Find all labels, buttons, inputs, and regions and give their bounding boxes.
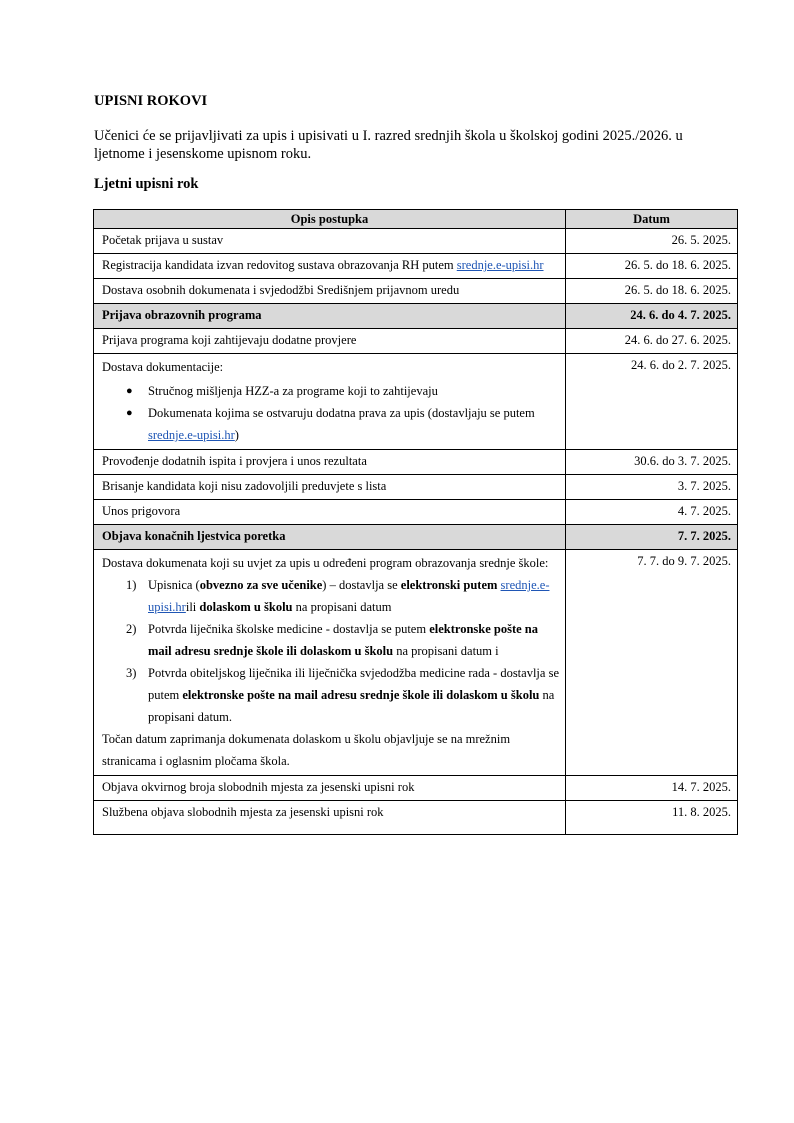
text-bold: elektronski putem <box>400 578 498 592</box>
row-date: 24. 6. do 2. 7. 2025. <box>566 354 738 450</box>
row-description: Početak prijava u sustav <box>94 229 566 254</box>
table-row <box>94 801 738 835</box>
row-text: Dostava dokumenata koji su uvjet za upis u određeni program obrazovanja srednje škole: <box>102 556 549 570</box>
bullet-icon: ● <box>126 407 133 419</box>
row-text: Registracija kandidata izvan redovitog sustava obrazovanja RH putem <box>102 258 457 272</box>
row-date: 4. 7. 2025. <box>566 500 738 525</box>
row-date: 26. 5. 2025. <box>566 229 738 254</box>
header-description: Opis postupka <box>94 210 566 229</box>
row-date: 3. 7. 2025. <box>566 475 738 500</box>
table-header-row <box>94 210 738 229</box>
intro-paragraph: Učenici će se prijavljivati za upis i upisivati u I. razred srednjih škola u školskoj godini 2025./2026. u ljetnome i jesenskome upisnom roku. <box>94 128 683 162</box>
text-bold: elektronske pošte na mail adresu srednje škole ili dolaskom u školu <box>182 688 540 702</box>
row-description: Službena objava slobodnih mjesta za jesenski upisni rok <box>94 801 566 835</box>
e-upisi-link[interactable]: srednje.e-upisi.hr <box>148 578 550 614</box>
row-note: Točan datum zaprimanja dokumenata dolaskom u školu objavljuje se na mrežnim stranicama i oglasnim pločama škola. <box>102 732 511 768</box>
row-description: Prijava obrazovnih programa <box>94 304 566 329</box>
text-segment: na propisani datum. <box>148 688 555 724</box>
list-number: 3) <box>126 666 137 680</box>
table-row-highlight <box>94 525 738 550</box>
list-number: 1) <box>126 578 137 592</box>
table-row <box>94 500 738 525</box>
row-text: Dostava dokumentacije: <box>102 360 224 374</box>
table-row <box>94 776 738 801</box>
text-bold: obvezno za sve učenike <box>199 578 323 592</box>
text-segment: Upisnica ( <box>148 578 200 592</box>
schedule-table <box>93 209 738 835</box>
row-description: Dostava osobnih dokumenata i svjedodžbi Središnjem prijavnom uredu <box>94 279 566 304</box>
header-date: Datum <box>566 210 738 229</box>
row-description: Provođenje dodatnih ispita i provjera i unos rezultata <box>94 450 566 475</box>
list-item <box>102 380 559 402</box>
row-description: Objava okvirnog broja slobodnih mjesta za jesenski upisni rok <box>94 776 566 801</box>
table-row <box>94 354 738 450</box>
text-segment: na propisani datum i <box>393 644 499 658</box>
row-date: 26. 5. do 18. 6. 2025. <box>566 279 738 304</box>
table-row <box>94 229 738 254</box>
text-segment: ) – dostavlja se <box>322 578 401 592</box>
row-date: 24. 6. do 4. 7. 2025. <box>566 304 738 329</box>
row-date: 7. 7. do 9. 7. 2025. <box>566 550 738 776</box>
table-row-highlight <box>94 304 738 329</box>
list-item-text: Dokumenata kojima se ostvaruju dodatna prava za upis (dostavljaju se putem <box>148 406 535 420</box>
row-date: 30.6. do 3. 7. 2025. <box>566 450 738 475</box>
row-description: Prijava programa koji zahtijevaju dodatne provjere <box>94 329 566 354</box>
bullet-icon: ● <box>126 385 133 397</box>
row-date: 14. 7. 2025. <box>566 776 738 801</box>
section-title: Ljetni upisni rok <box>94 176 199 192</box>
row-description <box>94 254 566 279</box>
row-date: 26. 5. do 18. 6. 2025. <box>566 254 738 279</box>
row-description: Objava konačnih ljestvica poretka <box>94 525 566 550</box>
table-row <box>94 279 738 304</box>
row-description <box>94 550 566 776</box>
table-row <box>94 550 738 776</box>
table-row <box>94 475 738 500</box>
text-segment: Potvrda liječnika školske medicine - dostavlja se putem <box>148 622 430 636</box>
list-item <box>102 574 559 618</box>
list-item-text-end: ) <box>234 428 239 442</box>
row-description <box>94 354 566 450</box>
row-description: Unos prigovora <box>94 500 566 525</box>
text-bold: dolaskom u školu <box>199 600 293 614</box>
list-number: 2) <box>126 622 137 636</box>
bullet-list <box>102 380 559 446</box>
list-item <box>102 618 559 662</box>
e-upisi-link[interactable]: srednje.e-upisi.hr <box>456 258 544 272</box>
text-segment: Potvrda obiteljskog liječnika ili liječnička svjedodžba medicine rada - dostavlja se putem <box>148 666 559 702</box>
table-row <box>94 254 738 279</box>
list-item <box>102 662 559 728</box>
text-segment: na propisani datum <box>292 600 392 614</box>
table-row <box>94 329 738 354</box>
row-date: 7. 7. 2025. <box>566 525 738 550</box>
row-date: 24. 6. do 27. 6. 2025. <box>566 329 738 354</box>
text-bold: elektronske pošte na mail adresu srednje škole ili dolaskom u školu <box>148 622 538 658</box>
page-title: UPISNI ROKOVI <box>94 93 208 109</box>
text-segment: ili <box>185 600 200 614</box>
list-item-text: Stručnog mišljenja HZZ-a za programe koji to zahtijevaju <box>148 384 438 398</box>
e-upisi-link[interactable]: srednje.e-upisi.hr <box>148 428 235 442</box>
list-item <box>102 402 559 446</box>
row-date: 11. 8. 2025. <box>566 801 738 835</box>
numbered-list <box>102 574 559 728</box>
row-description: Brisanje kandidata koji nisu zadovoljili preduvjete s lista <box>94 475 566 500</box>
table-row <box>94 450 738 475</box>
